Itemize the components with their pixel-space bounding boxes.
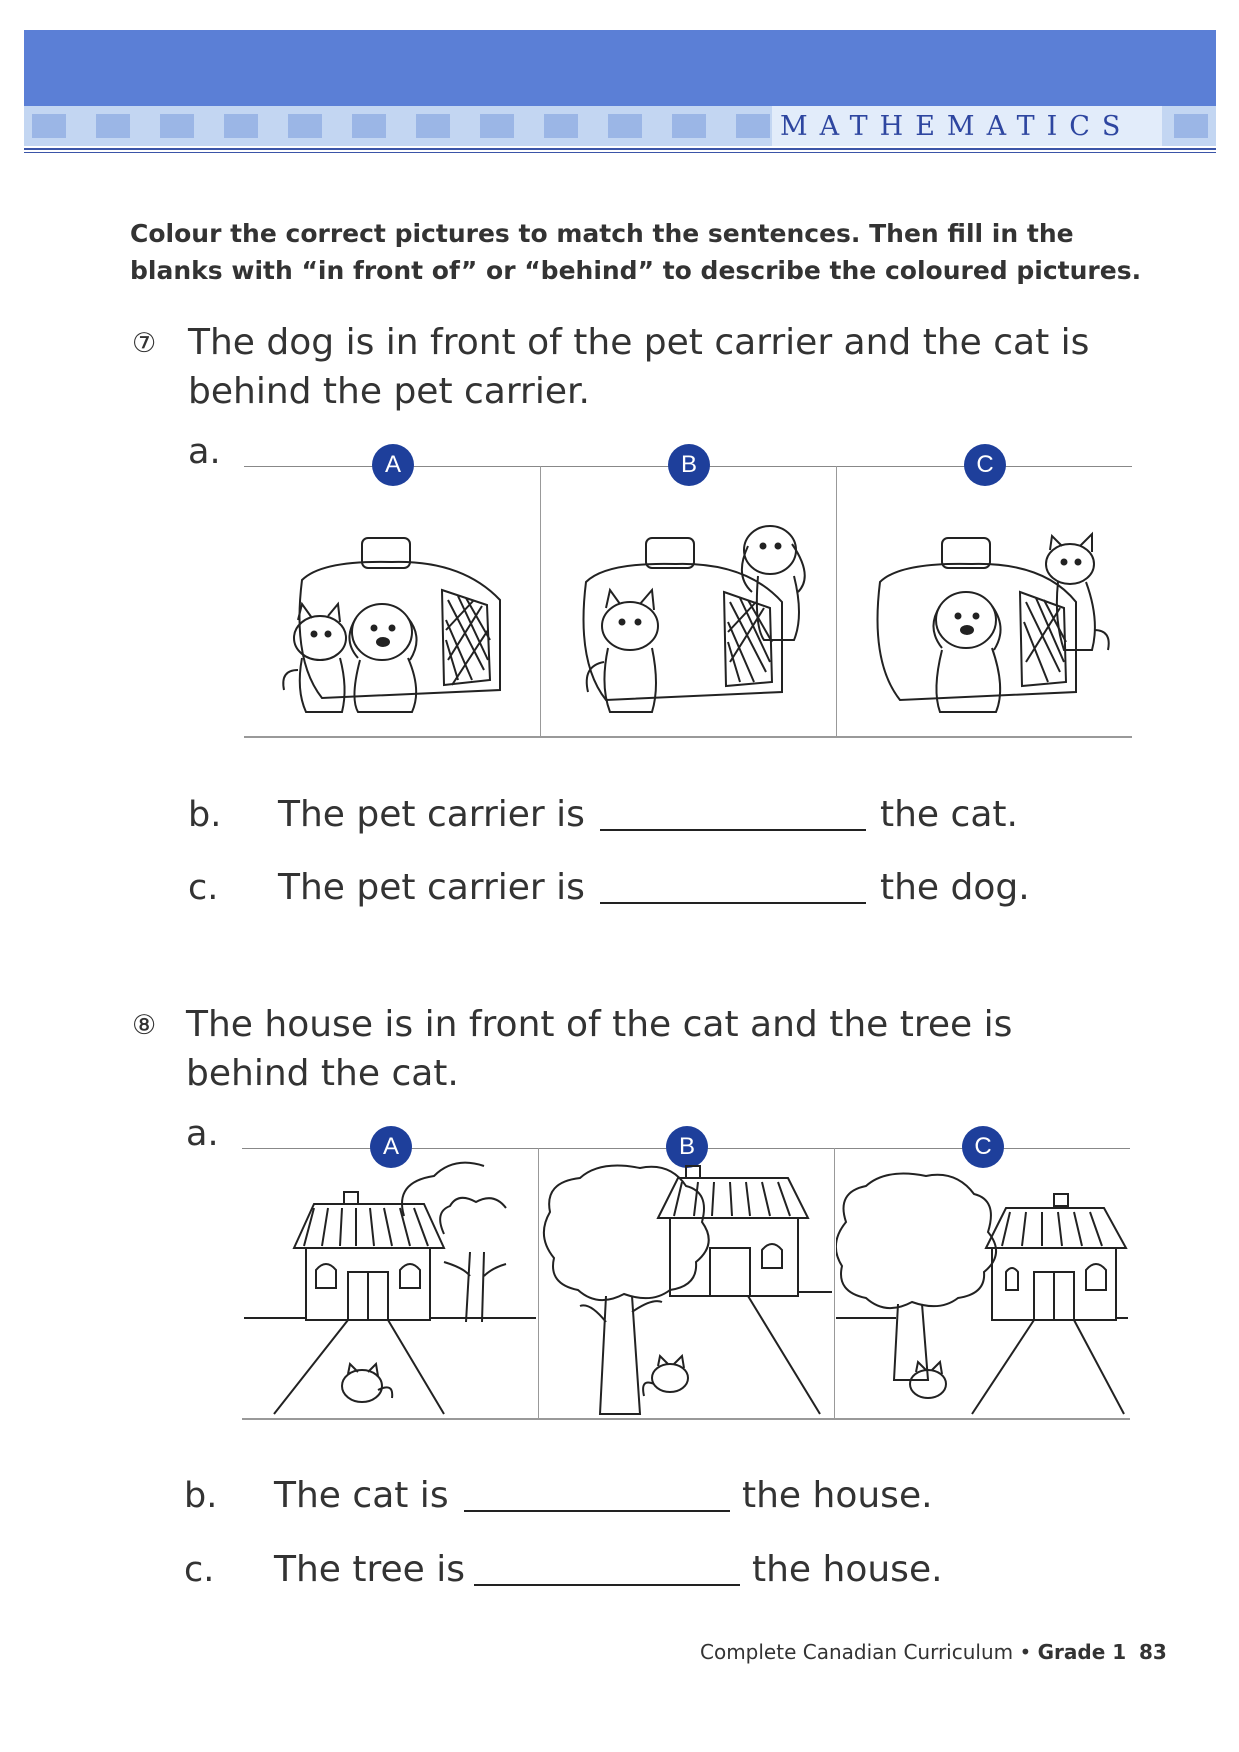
footer-grade: Grade 1 [1037,1640,1127,1664]
question-7-number: ⑦ [132,328,157,359]
question-8-part-c-label: c. [184,1550,215,1590]
question-8-number: ⑧ [132,1010,157,1041]
question-7-picture-c[interactable] [854,520,1114,720]
question-8-picture-c[interactable] [836,1152,1128,1416]
question-8-picture-b[interactable] [540,1152,832,1416]
question-8-part-b-label: b. [184,1476,218,1516]
question-7-part-b-text: The pet carrier is [278,794,585,835]
question-8-option-c[interactable]: C [962,1126,1004,1168]
header-banner [24,30,1216,106]
question-8-part-b-ending: the house. [742,1475,933,1516]
footer-book: Complete Canadian Curriculum [700,1640,1014,1664]
question-7-part-c-blank[interactable] [600,902,866,904]
question-8-part-c-blank[interactable] [474,1584,740,1586]
page-number: 83 [1139,1640,1167,1664]
question-7-picture-b[interactable] [558,516,818,720]
instructions: Colour the correct pictures to match the sentences. Then fill in the blanks with “in front of” or “behind” to describe the coloured pictures. [130,219,1142,285]
question-7-text: The dog is in front of the pet carrier and the cat is behind the pet carrier. [188,322,1090,412]
question-8-option-a[interactable]: A [370,1126,412,1168]
header-divider [24,148,1216,150]
question-7-part-b-ending: the cat. [880,794,1018,835]
question-7-part-c-ending: the dog. [880,867,1030,908]
footer-separator: • [1019,1640,1032,1664]
question-8-part-a-label: a. [186,1114,219,1154]
question-7-option-b[interactable]: B [668,444,710,486]
question-8-part-c-ending: the house. [752,1549,943,1590]
question-8-part-b-blank[interactable] [464,1510,730,1512]
question-7-picture-a[interactable] [262,520,522,720]
question-8-part-b-text: The cat is [274,1475,449,1516]
footer-book-title [700,1640,1126,1664]
question-8-picture-a[interactable] [244,1152,536,1416]
subject-title: MATHEMATICS [780,111,1133,142]
question-7-part-b-blank[interactable] [600,829,866,831]
question-7-part-c-text: The pet carrier is [278,867,585,908]
question-7-part-a-label: a. [188,432,221,472]
question-7-part-c-label: c. [188,868,219,908]
question-7-option-c[interactable]: C [964,444,1006,486]
question-7-part-b-label: b. [188,795,222,835]
question-8-part-c-text: The tree is [274,1549,466,1590]
header-divider-thin [24,152,1216,153]
question-8-option-b[interactable]: B [666,1126,708,1168]
question-8-text: The house is in front of the cat and the tree is behind the cat. [186,1004,1013,1094]
question-7-option-a[interactable]: A [372,444,414,486]
